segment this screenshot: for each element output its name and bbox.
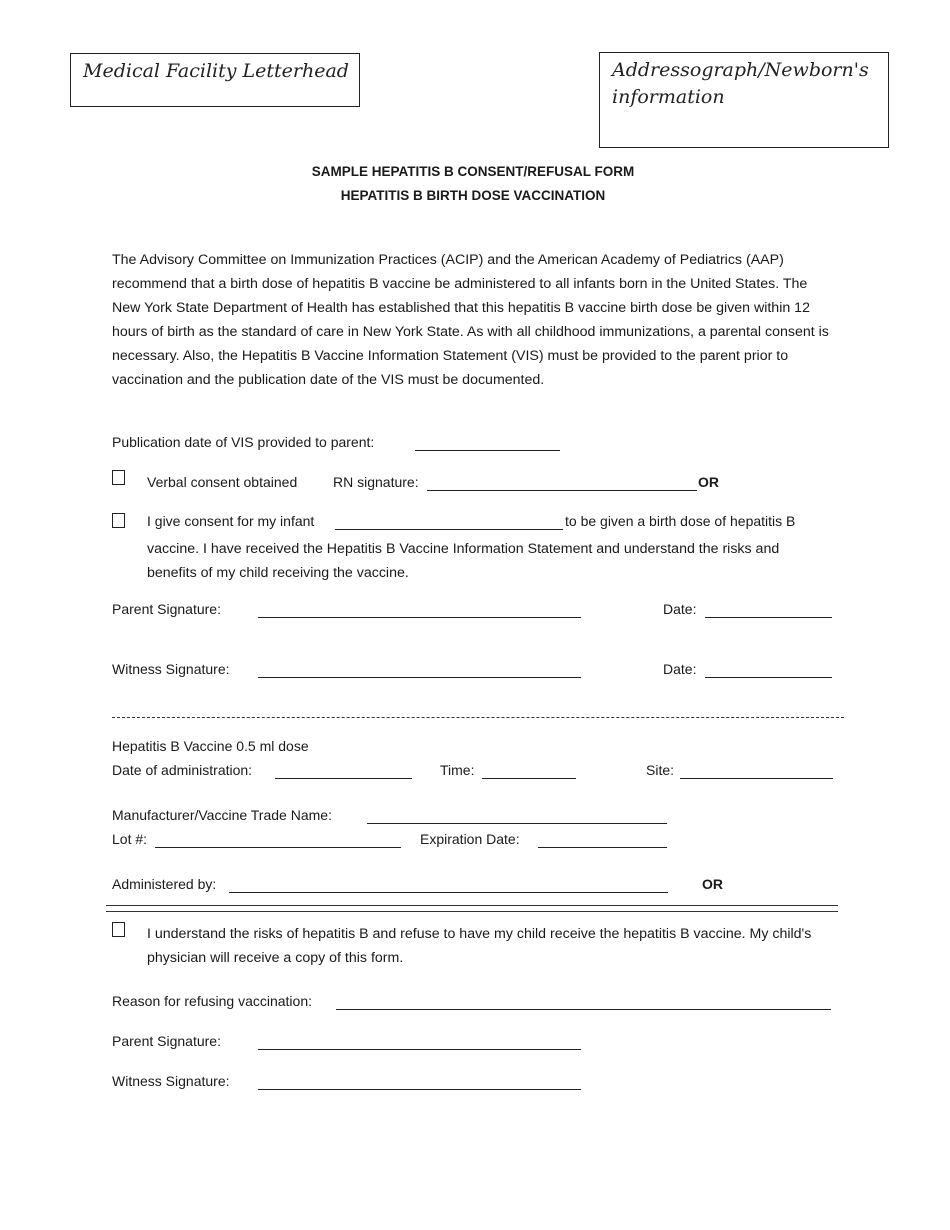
- witness-date-field[interactable]: [705, 662, 832, 678]
- refusal-checkbox[interactable]: [112, 922, 125, 937]
- verbal-consent-label: Verbal consent obtained: [147, 474, 298, 490]
- or-label-1: OR: [698, 474, 719, 490]
- refusal-reason-label: Reason for refusing vaccination:: [112, 993, 312, 1009]
- refusal-witness-signature-field[interactable]: [258, 1074, 581, 1090]
- admin-time-field[interactable]: [482, 763, 576, 779]
- refusal-witness-signature-label: Witness Signature:: [112, 1073, 230, 1089]
- consent-prefix: I give consent for my infant: [147, 513, 315, 529]
- consent-suffix: to be given a birth dose of hepatitis B: [565, 513, 796, 529]
- manufacturer-label: Manufacturer/Vaccine Trade Name:: [112, 807, 332, 823]
- admin-time-label: Time:: [440, 762, 475, 778]
- administered-by-field[interactable]: [229, 877, 668, 893]
- lot-field[interactable]: [155, 832, 401, 848]
- addressograph-box: [599, 52, 889, 148]
- refusal-parent-signature-field[interactable]: [258, 1034, 581, 1050]
- vis-date-label: Publication date of VIS provided to parent:: [112, 434, 375, 450]
- expiration-field[interactable]: [538, 832, 667, 848]
- rn-signature-label: RN signature:: [333, 474, 419, 490]
- refusal-parent-signature-label: Parent Signature:: [112, 1033, 221, 1049]
- dashed-divider: [112, 717, 844, 718]
- letterhead-box: [70, 53, 360, 107]
- consent-continuation: vaccine. I have received the Hepatitis B Vaccine Information Statement and understand the risks and benefits of my child receiving the vaccine.: [147, 541, 780, 581]
- witness-signature-field[interactable]: [258, 662, 581, 678]
- infant-name-field[interactable]: [335, 514, 563, 530]
- administered-by-label: Administered by:: [112, 876, 217, 892]
- witness-signature-label: Witness Signature:: [112, 661, 230, 677]
- or-label-2: OR: [702, 876, 723, 892]
- vis-date-field[interactable]: [415, 435, 560, 451]
- letterhead-text: Medical Facility Letterhead: [83, 60, 349, 82]
- vaccine-dose-label: Hepatitis B Vaccine 0.5 ml dose: [112, 738, 309, 754]
- addressograph-text: Addressograph/Newborn's information: [612, 59, 869, 108]
- manufacturer-field[interactable]: [367, 808, 667, 824]
- lot-label: Lot #:: [112, 831, 148, 847]
- verbal-consent-checkbox[interactable]: [112, 470, 125, 485]
- admin-date-label: Date of administration:: [112, 762, 253, 778]
- intro-paragraph: The Advisory Committee on Immunization Practices (ACIP) and the American Academy of Pediatrics (AAP) recommend that a birth dose of hepatitis B vaccine be administered to all infants born in the United States. The New York State Department of Health has established that this hepatitis B vaccine birth dose be given within 12 hours of birth as the standard of care in New York State. As with all childhood immunizations, a parental consent is necessary. Also, the Hepatitis B Vaccine Information Statement (VIS) must be provided to the parent prior to vaccination and the publication date of the VIS must be documented.: [112, 252, 829, 388]
- parent-signature-label: Parent Signature:: [112, 601, 221, 617]
- refusal-statement: I understand the risks of hepatitis B and refuse to have my child receive the hepatitis B vaccine. My child's physician will receive a copy of this form.: [147, 926, 812, 966]
- parent-date-label: Date:: [663, 601, 697, 617]
- consent-checkbox[interactable]: [112, 513, 125, 528]
- admin-date-field[interactable]: [275, 763, 412, 779]
- form-subtitle: HEPATITIS B BIRTH DOSE VACCINATION: [340, 188, 606, 203]
- refusal-reason-field[interactable]: [336, 994, 831, 1010]
- section-divider: [106, 905, 838, 912]
- witness-date-label: Date:: [663, 661, 697, 677]
- admin-site-label: Site:: [646, 762, 675, 778]
- parent-signature-field[interactable]: [258, 602, 581, 618]
- parent-date-field[interactable]: [705, 602, 832, 618]
- admin-site-field[interactable]: [680, 763, 833, 779]
- expiration-label: Expiration Date:: [420, 831, 520, 847]
- form-title: SAMPLE HEPATITIS B CONSENT/REFUSAL FORM: [311, 164, 635, 179]
- rn-signature-field[interactable]: [427, 475, 697, 491]
